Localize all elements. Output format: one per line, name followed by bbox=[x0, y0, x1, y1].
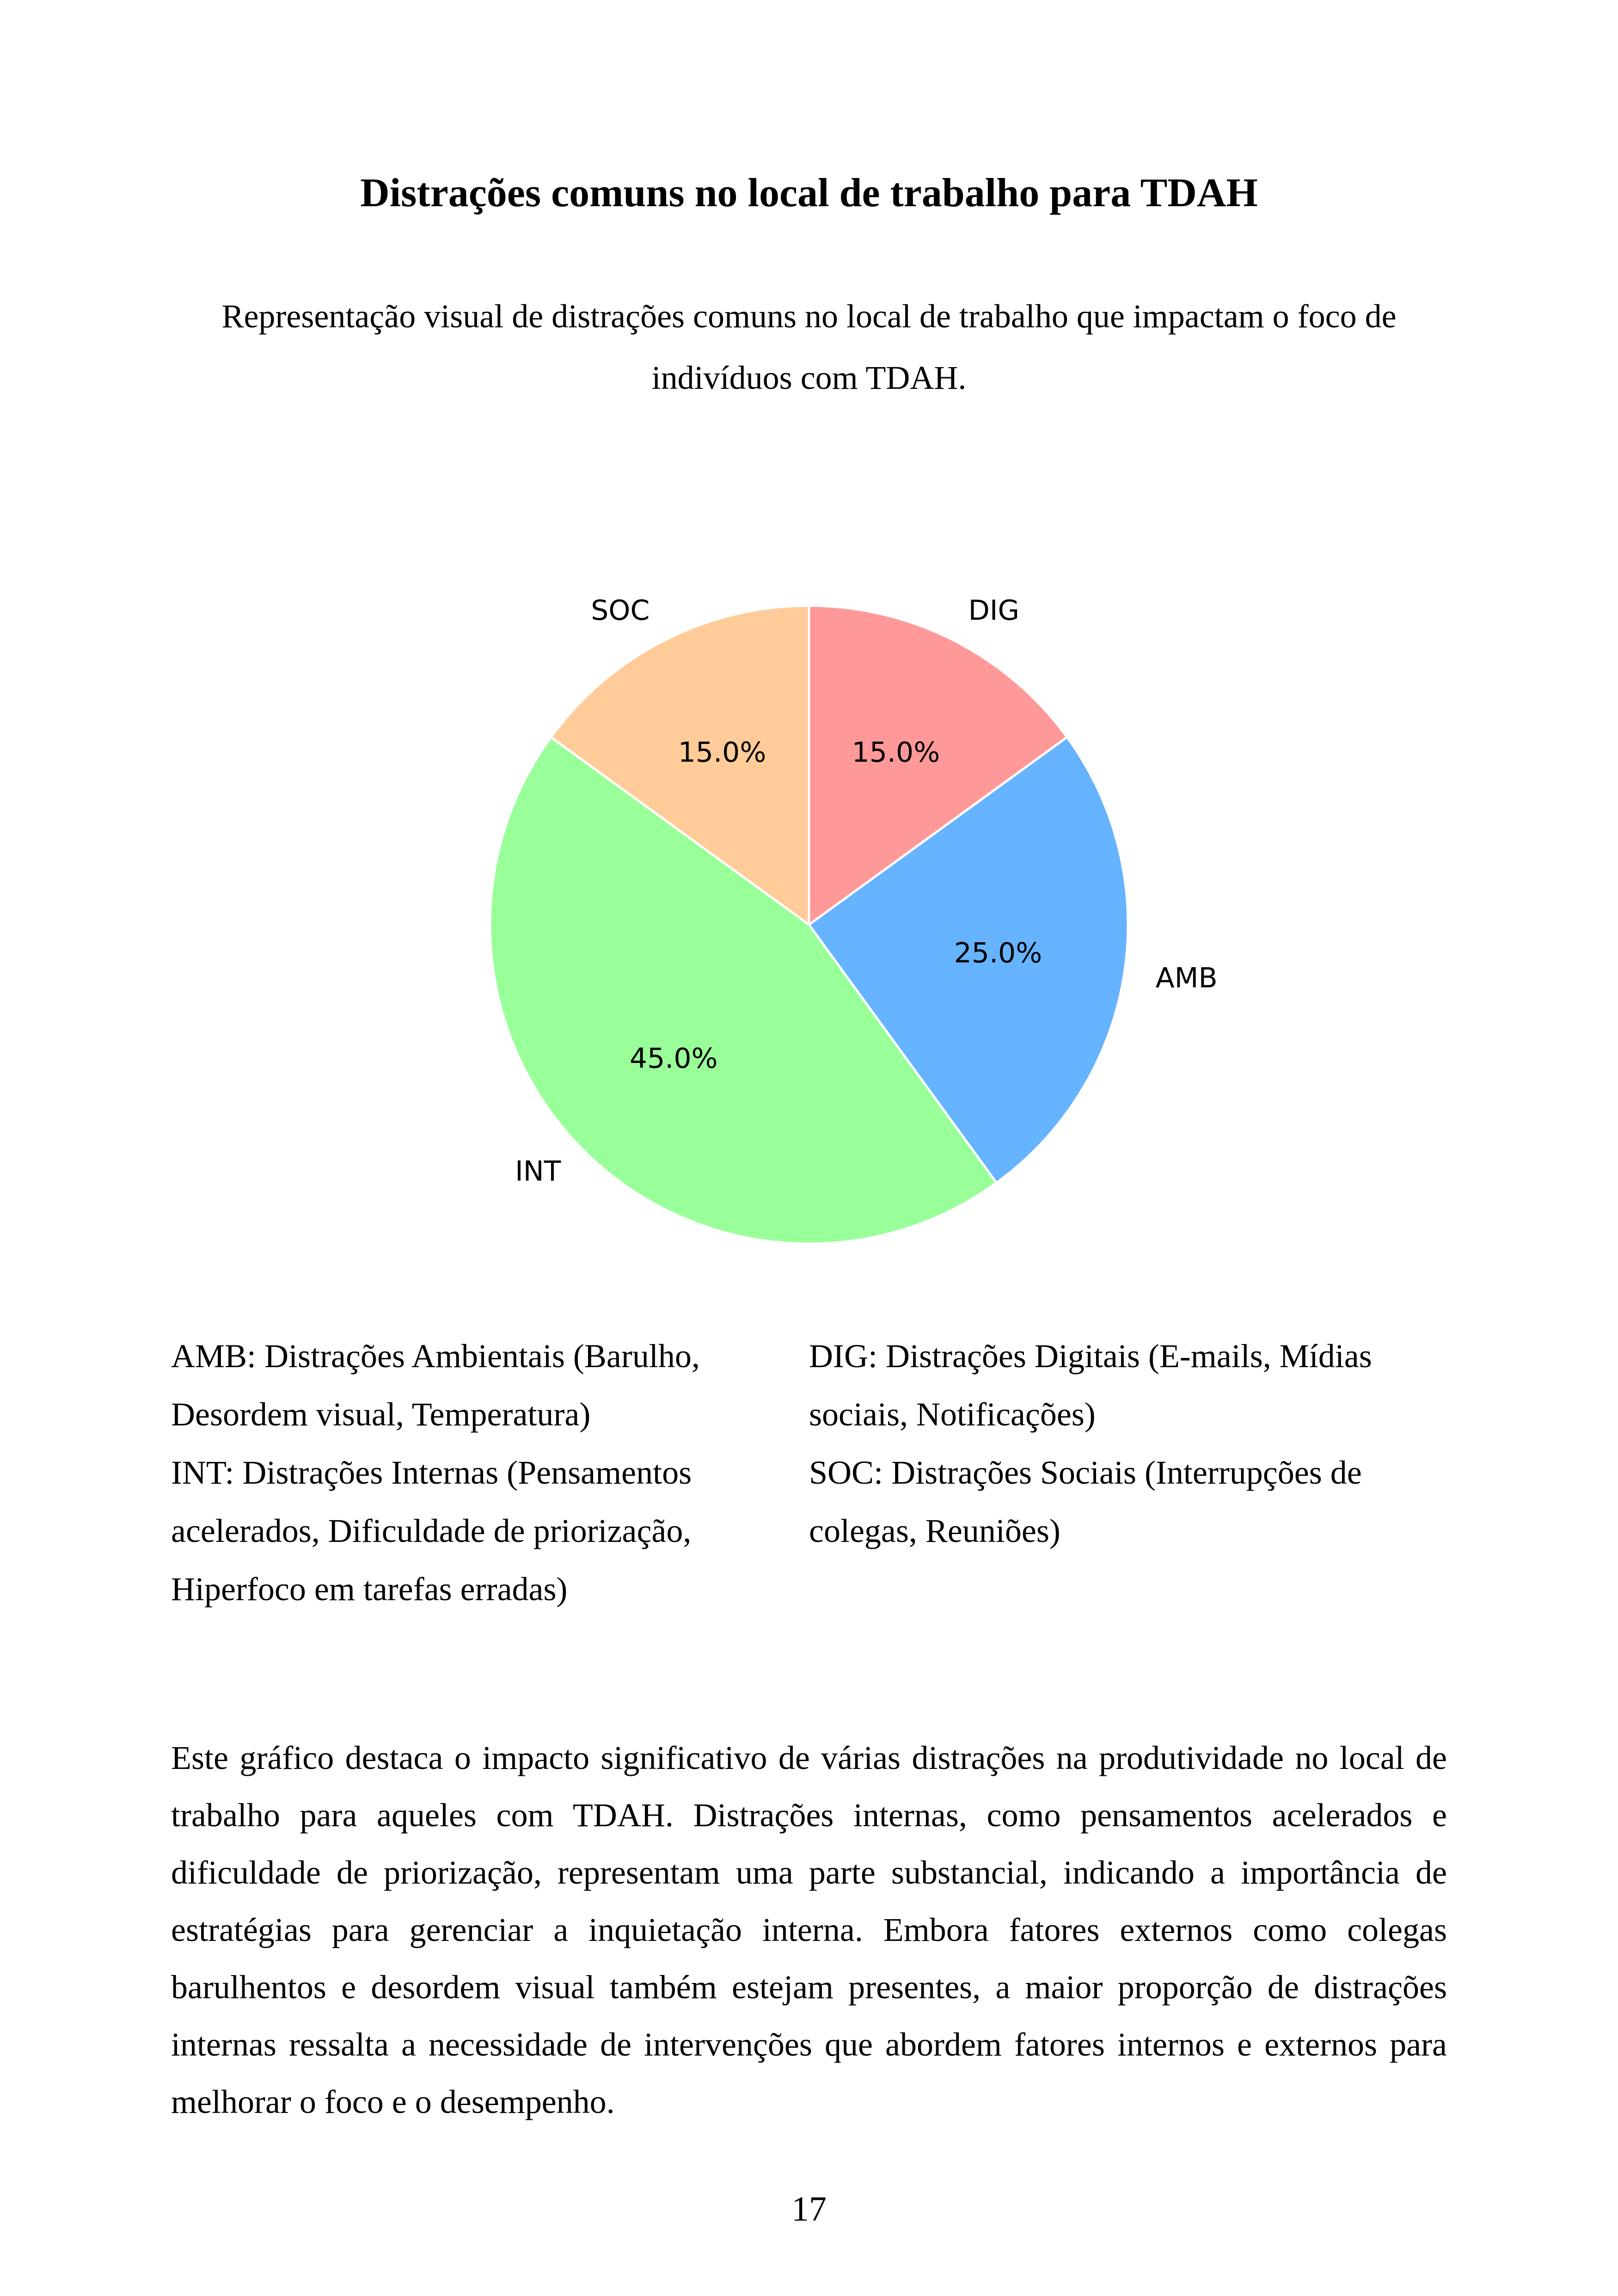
pie-category-label-soc: SOC bbox=[591, 594, 650, 627]
pie-slices bbox=[490, 606, 1128, 1244]
pie-category-label-amb: AMB bbox=[1155, 962, 1218, 995]
pie-category-label-dig: DIG bbox=[968, 594, 1019, 627]
page-subtitle: Representação visual de distrações comuns no local de trabalho que impactam o foco de indivíduos com TDAH. bbox=[221, 298, 1397, 396]
legend-item-int: INT: Distrações Internas (Pensamentos acelerados, Dificuldade de priorização, Hiperfoco em tarefas erradas) bbox=[171, 1454, 692, 1608]
page-title: Distrações comuns no local de trabalho para TDAH bbox=[360, 171, 1258, 215]
pie-pct-label-dig: 15.0% bbox=[852, 736, 940, 769]
body-paragraph: Este gráfico destaca o impacto significativo de várias distrações na produtividade no local de trabalho para aqueles com TDAH. Distrações internas, como pensamentos acelerados e dificuldade de priorização, representam uma parte substancial, indicando a importância de estratégias para gerenciar a inquietação interna. Embora fatores externos como colegas barulhentos e desordem visual também estejam presentes, a maior proporção de distrações internas ressalta a necessidade de intervenções que abordem fatores internos e externos para melhorar o foco e o desempenho. bbox=[171, 1739, 1447, 2120]
legend-item-dig: DIG: Distrações Digitais (E-mails, Mídias sociais, Notificações) bbox=[809, 1338, 1372, 1433]
page-number: 17 bbox=[791, 2190, 827, 2228]
pie-chart bbox=[416, 532, 1218, 1318]
pie-pct-label-amb: 25.0% bbox=[954, 937, 1042, 970]
pie-pct-label-soc: 15.0% bbox=[678, 736, 766, 769]
pie-pct-label-int: 45.0% bbox=[629, 1042, 718, 1075]
pie-category-label-int: INT bbox=[515, 1155, 561, 1188]
legend-item-amb: AMB: Distrações Ambientais (Barulho, Desordem visual, Temperatura) bbox=[171, 1338, 700, 1433]
legend-item-soc: SOC: Distrações Sociais (Interrupções de colegas, Reuniões) bbox=[809, 1454, 1362, 1549]
